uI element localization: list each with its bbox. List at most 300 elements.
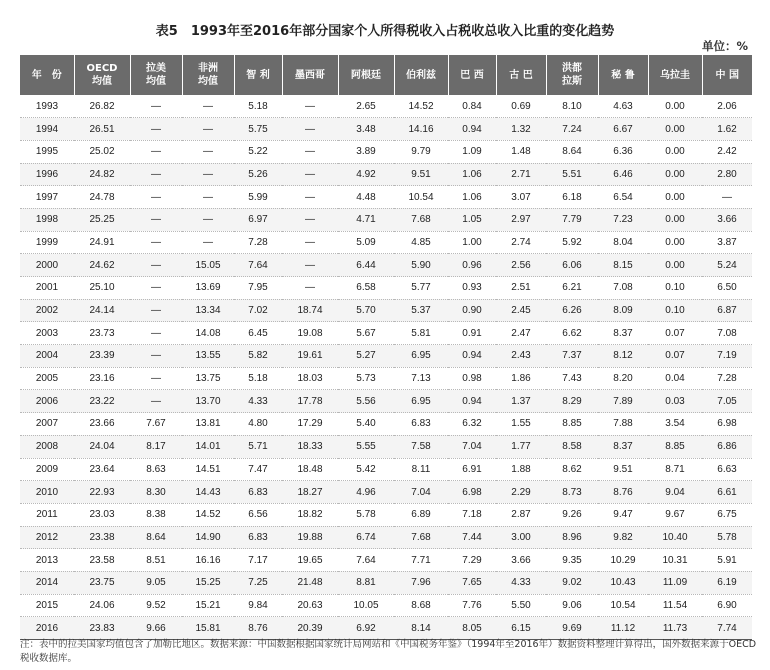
value-cell: 5.99 (234, 186, 282, 209)
value-cell: 8.04 (598, 231, 648, 254)
value-cell: 1.55 (496, 413, 546, 436)
table-row (20, 322, 752, 345)
value-cell: 6.98 (702, 413, 752, 436)
value-cell: 4.33 (234, 390, 282, 413)
value-cell: 8.37 (598, 435, 648, 458)
value-cell: 6.58 (338, 277, 394, 300)
column-header (394, 55, 448, 95)
value-cell: 7.28 (702, 367, 752, 390)
value-cell: — (130, 367, 182, 390)
value-cell: 18.74 (282, 299, 338, 322)
value-cell: 5.71 (234, 435, 282, 458)
value-cell: 0.00 (648, 186, 702, 209)
value-cell: 0.96 (448, 254, 496, 277)
value-cell: 7.68 (394, 208, 448, 231)
column-header-text: 古 巴 (509, 69, 533, 81)
value-cell: 13.70 (182, 390, 234, 413)
value-cell: 0.04 (648, 367, 702, 390)
year-cell: 1999 (20, 231, 74, 254)
year-cell: 2004 (20, 345, 74, 368)
value-cell: 0.94 (448, 345, 496, 368)
table-row (20, 458, 752, 481)
value-cell: — (130, 140, 182, 163)
value-cell: 5.55 (338, 435, 394, 458)
value-cell: 18.82 (282, 503, 338, 526)
value-cell: 6.86 (702, 435, 752, 458)
value-cell: 23.39 (74, 345, 130, 368)
value-cell: 6.18 (546, 186, 598, 209)
value-cell: 6.15 (496, 617, 546, 640)
value-cell: 0.10 (648, 277, 702, 300)
value-cell: 8.09 (598, 299, 648, 322)
value-cell: 13.34 (182, 299, 234, 322)
value-cell: 8.37 (598, 322, 648, 345)
value-cell: 9.69 (546, 617, 598, 640)
value-cell: 11.12 (598, 617, 648, 640)
table-header (20, 55, 752, 95)
value-cell: — (282, 208, 338, 231)
value-cell: 5.90 (394, 254, 448, 277)
table-body (20, 95, 752, 640)
value-cell: 8.81 (338, 571, 394, 594)
value-cell: 6.95 (394, 345, 448, 368)
value-cell: — (130, 163, 182, 186)
value-cell: 24.82 (74, 163, 130, 186)
value-cell: 10.40 (648, 526, 702, 549)
value-cell: 8.51 (130, 549, 182, 572)
data-table (20, 55, 752, 640)
value-cell: 6.46 (598, 163, 648, 186)
value-cell: 6.89 (394, 503, 448, 526)
value-cell: 9.05 (130, 571, 182, 594)
value-cell: 14.16 (394, 118, 448, 141)
value-cell: — (282, 118, 338, 141)
value-cell: 5.26 (234, 163, 282, 186)
column-header (598, 55, 648, 95)
value-cell: 15.81 (182, 617, 234, 640)
value-cell: 19.61 (282, 345, 338, 368)
value-cell: 10.54 (598, 594, 648, 617)
value-cell: 9.06 (546, 594, 598, 617)
value-cell: 14.51 (182, 458, 234, 481)
value-cell: 0.90 (448, 299, 496, 322)
value-cell: 25.02 (74, 140, 130, 163)
value-cell: — (130, 208, 182, 231)
value-cell: 2.47 (496, 322, 546, 345)
value-cell: 1.62 (702, 118, 752, 141)
value-cell: — (282, 140, 338, 163)
value-cell: 7.05 (702, 390, 752, 413)
value-cell: 3.54 (648, 413, 702, 436)
table-row (20, 231, 752, 254)
value-cell: 23.66 (74, 413, 130, 436)
value-cell: 14.52 (394, 95, 448, 118)
table-row (20, 481, 752, 504)
column-header-text: 阿根廷 (351, 69, 381, 81)
year-cell: 2014 (20, 571, 74, 594)
year-cell: 2011 (20, 503, 74, 526)
value-cell: 4.80 (234, 413, 282, 436)
value-cell: 5.09 (338, 231, 394, 254)
value-cell: 0.94 (448, 118, 496, 141)
table-row (20, 617, 752, 640)
value-cell: 8.38 (130, 503, 182, 526)
column-header (702, 55, 752, 95)
value-cell: — (130, 345, 182, 368)
value-cell: 6.26 (546, 299, 598, 322)
table-row (20, 367, 752, 390)
value-cell: 7.74 (702, 617, 752, 640)
table-row (20, 594, 752, 617)
value-cell: 8.62 (546, 458, 598, 481)
value-cell: 5.82 (234, 345, 282, 368)
value-cell: 1.77 (496, 435, 546, 458)
value-cell: 2.97 (496, 208, 546, 231)
value-cell: 6.61 (702, 481, 752, 504)
value-cell: 5.51 (546, 163, 598, 186)
value-cell: 14.90 (182, 526, 234, 549)
value-cell: 4.63 (598, 95, 648, 118)
value-cell: 15.05 (182, 254, 234, 277)
value-cell: 0.98 (448, 367, 496, 390)
value-cell: 6.06 (546, 254, 598, 277)
value-cell: 7.68 (394, 526, 448, 549)
value-cell: 23.16 (74, 367, 130, 390)
year-cell: 2002 (20, 299, 74, 322)
value-cell: 7.58 (394, 435, 448, 458)
value-cell: 2.71 (496, 163, 546, 186)
value-cell: 5.22 (234, 140, 282, 163)
value-cell: 7.95 (234, 277, 282, 300)
column-header (546, 55, 598, 95)
value-cell: — (182, 118, 234, 141)
value-cell: 4.71 (338, 208, 394, 231)
value-cell: 6.83 (394, 413, 448, 436)
value-cell: 2.74 (496, 231, 546, 254)
value-cell: 1.05 (448, 208, 496, 231)
column-header (282, 55, 338, 95)
value-cell: — (182, 208, 234, 231)
value-cell: 1.86 (496, 367, 546, 390)
value-cell: 6.19 (702, 571, 752, 594)
column-header-text: OECD (86, 63, 118, 74)
table-row (20, 186, 752, 209)
value-cell: 4.96 (338, 481, 394, 504)
unit-label: 单位：% (701, 39, 748, 53)
value-cell: 8.85 (648, 435, 702, 458)
value-cell: — (282, 231, 338, 254)
table-row (20, 549, 752, 572)
value-cell: 8.64 (130, 526, 182, 549)
header-row (20, 55, 752, 95)
value-cell: 24.78 (74, 186, 130, 209)
value-cell: 7.47 (234, 458, 282, 481)
year-cell: 2001 (20, 277, 74, 300)
value-cell: — (130, 231, 182, 254)
value-cell: 19.65 (282, 549, 338, 572)
year-cell: 1998 (20, 208, 74, 231)
value-cell: 2.42 (702, 140, 752, 163)
value-cell: 4.33 (496, 571, 546, 594)
value-cell: 21.48 (282, 571, 338, 594)
value-cell: 4.85 (394, 231, 448, 254)
value-cell: 6.90 (702, 594, 752, 617)
value-cell: 2.56 (496, 254, 546, 277)
value-cell: 6.75 (702, 503, 752, 526)
value-cell: 5.78 (702, 526, 752, 549)
value-cell: 13.75 (182, 367, 234, 390)
value-cell: 9.04 (648, 481, 702, 504)
value-cell: 17.78 (282, 390, 338, 413)
value-cell: 9.26 (546, 503, 598, 526)
value-cell: 7.79 (546, 208, 598, 231)
column-header (234, 55, 282, 95)
value-cell: 5.24 (702, 254, 752, 277)
value-cell: 11.73 (648, 617, 702, 640)
value-cell: — (182, 95, 234, 118)
value-cell: 0.03 (648, 390, 702, 413)
column-header-text: 非洲 (198, 63, 218, 74)
value-cell: 24.91 (74, 231, 130, 254)
value-cell: — (130, 299, 182, 322)
value-cell: 6.54 (598, 186, 648, 209)
value-cell: 23.83 (74, 617, 130, 640)
table-row (20, 390, 752, 413)
value-cell: 8.85 (546, 413, 598, 436)
value-cell: 7.17 (234, 549, 282, 572)
value-cell: 23.58 (74, 549, 130, 572)
value-cell: — (182, 186, 234, 209)
value-cell: 2.51 (496, 277, 546, 300)
value-cell: 8.14 (394, 617, 448, 640)
column-header (182, 55, 234, 95)
table-row (20, 299, 752, 322)
value-cell: 5.73 (338, 367, 394, 390)
value-cell: 15.25 (182, 571, 234, 594)
value-cell: 1.37 (496, 390, 546, 413)
value-cell: 6.87 (702, 299, 752, 322)
column-header-text: 均值 (198, 76, 218, 87)
value-cell: 15.21 (182, 594, 234, 617)
value-cell: 13.81 (182, 413, 234, 436)
value-cell: 18.27 (282, 481, 338, 504)
value-cell: 1.48 (496, 140, 546, 163)
table-row (20, 526, 752, 549)
value-cell: 20.63 (282, 594, 338, 617)
value-cell: 16.16 (182, 549, 234, 572)
value-cell: 8.96 (546, 526, 598, 549)
value-cell: 6.92 (338, 617, 394, 640)
value-cell: — (130, 277, 182, 300)
column-header-text: 拉斯 (562, 76, 582, 87)
year-cell: 2015 (20, 594, 74, 617)
value-cell: 8.63 (130, 458, 182, 481)
value-cell: 23.73 (74, 322, 130, 345)
table-title: 表5 1993年至2016年部分国家个人所得税收入占税收总收入比重的变化趋势 (155, 24, 615, 39)
table-row (20, 503, 752, 526)
value-cell: 8.76 (234, 617, 282, 640)
value-cell: 8.76 (598, 481, 648, 504)
value-cell: 11.09 (648, 571, 702, 594)
table-row (20, 140, 752, 163)
year-cell: 1994 (20, 118, 74, 141)
value-cell: 26.82 (74, 95, 130, 118)
table-row (20, 277, 752, 300)
value-cell: 6.91 (448, 458, 496, 481)
value-cell: 5.56 (338, 390, 394, 413)
value-cell: 5.67 (338, 322, 394, 345)
value-cell: 6.67 (598, 118, 648, 141)
value-cell: 7.43 (546, 367, 598, 390)
value-cell: 9.02 (546, 571, 598, 594)
value-cell: 7.04 (448, 435, 496, 458)
value-cell: — (282, 254, 338, 277)
value-cell: 23.64 (74, 458, 130, 481)
table-row (20, 118, 752, 141)
column-header (74, 55, 130, 95)
value-cell: — (182, 163, 234, 186)
value-cell: 0.07 (648, 322, 702, 345)
value-cell: — (282, 277, 338, 300)
value-cell: — (130, 254, 182, 277)
value-cell: 8.71 (648, 458, 702, 481)
value-cell: 3.87 (702, 231, 752, 254)
value-cell: 7.64 (338, 549, 394, 572)
year-cell: 1996 (20, 163, 74, 186)
value-cell: 3.66 (702, 208, 752, 231)
value-cell: 19.88 (282, 526, 338, 549)
value-cell: 3.00 (496, 526, 546, 549)
year-cell: 2005 (20, 367, 74, 390)
value-cell: 9.35 (546, 549, 598, 572)
value-cell: 6.74 (338, 526, 394, 549)
column-header-text: 秘 鲁 (611, 69, 635, 81)
column-header-text: 巴 西 (460, 69, 484, 81)
value-cell: 8.12 (598, 345, 648, 368)
value-cell: 8.10 (546, 95, 598, 118)
column-header-text: 伯利兹 (406, 69, 436, 81)
year-cell: 2000 (20, 254, 74, 277)
table-row (20, 163, 752, 186)
value-cell: 5.18 (234, 95, 282, 118)
value-cell: 14.01 (182, 435, 234, 458)
value-cell: 5.91 (702, 549, 752, 572)
value-cell: 4.92 (338, 163, 394, 186)
value-cell: 7.65 (448, 571, 496, 594)
value-cell: 5.40 (338, 413, 394, 436)
value-cell: 0.00 (648, 95, 702, 118)
value-cell: 7.96 (394, 571, 448, 594)
value-cell: 7.67 (130, 413, 182, 436)
value-cell: 0.69 (496, 95, 546, 118)
value-cell: 6.50 (702, 277, 752, 300)
column-header-text: 均值 (92, 76, 112, 87)
table-row (20, 208, 752, 231)
value-cell: 1.09 (448, 140, 496, 163)
value-cell: 7.37 (546, 345, 598, 368)
column-header (338, 55, 394, 95)
column-header (648, 55, 702, 95)
value-cell: 6.95 (394, 390, 448, 413)
value-cell: 9.51 (394, 163, 448, 186)
value-cell: 10.54 (394, 186, 448, 209)
value-cell: 5.77 (394, 277, 448, 300)
column-header-text: 乌拉圭 (660, 69, 690, 81)
value-cell: 9.66 (130, 617, 182, 640)
value-cell: 2.87 (496, 503, 546, 526)
value-cell: 8.68 (394, 594, 448, 617)
value-cell: 1.32 (496, 118, 546, 141)
value-cell: 8.17 (130, 435, 182, 458)
value-cell: 9.52 (130, 594, 182, 617)
value-cell: 1.06 (448, 163, 496, 186)
value-cell: 6.83 (234, 481, 282, 504)
value-cell: 23.22 (74, 390, 130, 413)
value-cell: 8.64 (546, 140, 598, 163)
value-cell: 7.18 (448, 503, 496, 526)
value-cell: 5.70 (338, 299, 394, 322)
value-cell: 9.67 (648, 503, 702, 526)
value-cell: 0.91 (448, 322, 496, 345)
table-row (20, 345, 752, 368)
value-cell: 8.20 (598, 367, 648, 390)
value-cell: 8.15 (598, 254, 648, 277)
value-cell: 8.30 (130, 481, 182, 504)
table-row (20, 413, 752, 436)
column-header-text: 年 份 (31, 69, 62, 81)
value-cell: 0.00 (648, 140, 702, 163)
column-header-text: 洪都 (562, 63, 582, 74)
value-cell: 25.10 (74, 277, 130, 300)
value-cell: 0.00 (648, 254, 702, 277)
value-cell: 0.07 (648, 345, 702, 368)
value-cell: — (182, 231, 234, 254)
value-cell: 7.28 (234, 231, 282, 254)
value-cell: 8.29 (546, 390, 598, 413)
value-cell: — (282, 163, 338, 186)
value-cell: 7.29 (448, 549, 496, 572)
value-cell: 7.88 (598, 413, 648, 436)
year-cell: 2008 (20, 435, 74, 458)
value-cell: 18.48 (282, 458, 338, 481)
value-cell: 3.89 (338, 140, 394, 163)
value-cell: 7.76 (448, 594, 496, 617)
value-cell: 24.14 (74, 299, 130, 322)
value-cell: 23.75 (74, 571, 130, 594)
value-cell: 4.48 (338, 186, 394, 209)
value-cell: 18.03 (282, 367, 338, 390)
table-row (20, 95, 752, 118)
value-cell: 18.33 (282, 435, 338, 458)
value-cell: 24.62 (74, 254, 130, 277)
value-cell: 0.00 (648, 118, 702, 141)
value-cell: 7.19 (702, 345, 752, 368)
value-cell: 0.10 (648, 299, 702, 322)
value-cell: 9.82 (598, 526, 648, 549)
value-cell: 5.50 (496, 594, 546, 617)
value-cell: 0.93 (448, 277, 496, 300)
value-cell: 2.65 (338, 95, 394, 118)
value-cell: 9.79 (394, 140, 448, 163)
year-cell: 2016 (20, 617, 74, 640)
value-cell: 0.84 (448, 95, 496, 118)
value-cell: 8.73 (546, 481, 598, 504)
value-cell: 1.06 (448, 186, 496, 209)
value-cell: 0.00 (648, 208, 702, 231)
value-cell: 6.45 (234, 322, 282, 345)
year-cell: 1993 (20, 95, 74, 118)
value-cell: 10.43 (598, 571, 648, 594)
